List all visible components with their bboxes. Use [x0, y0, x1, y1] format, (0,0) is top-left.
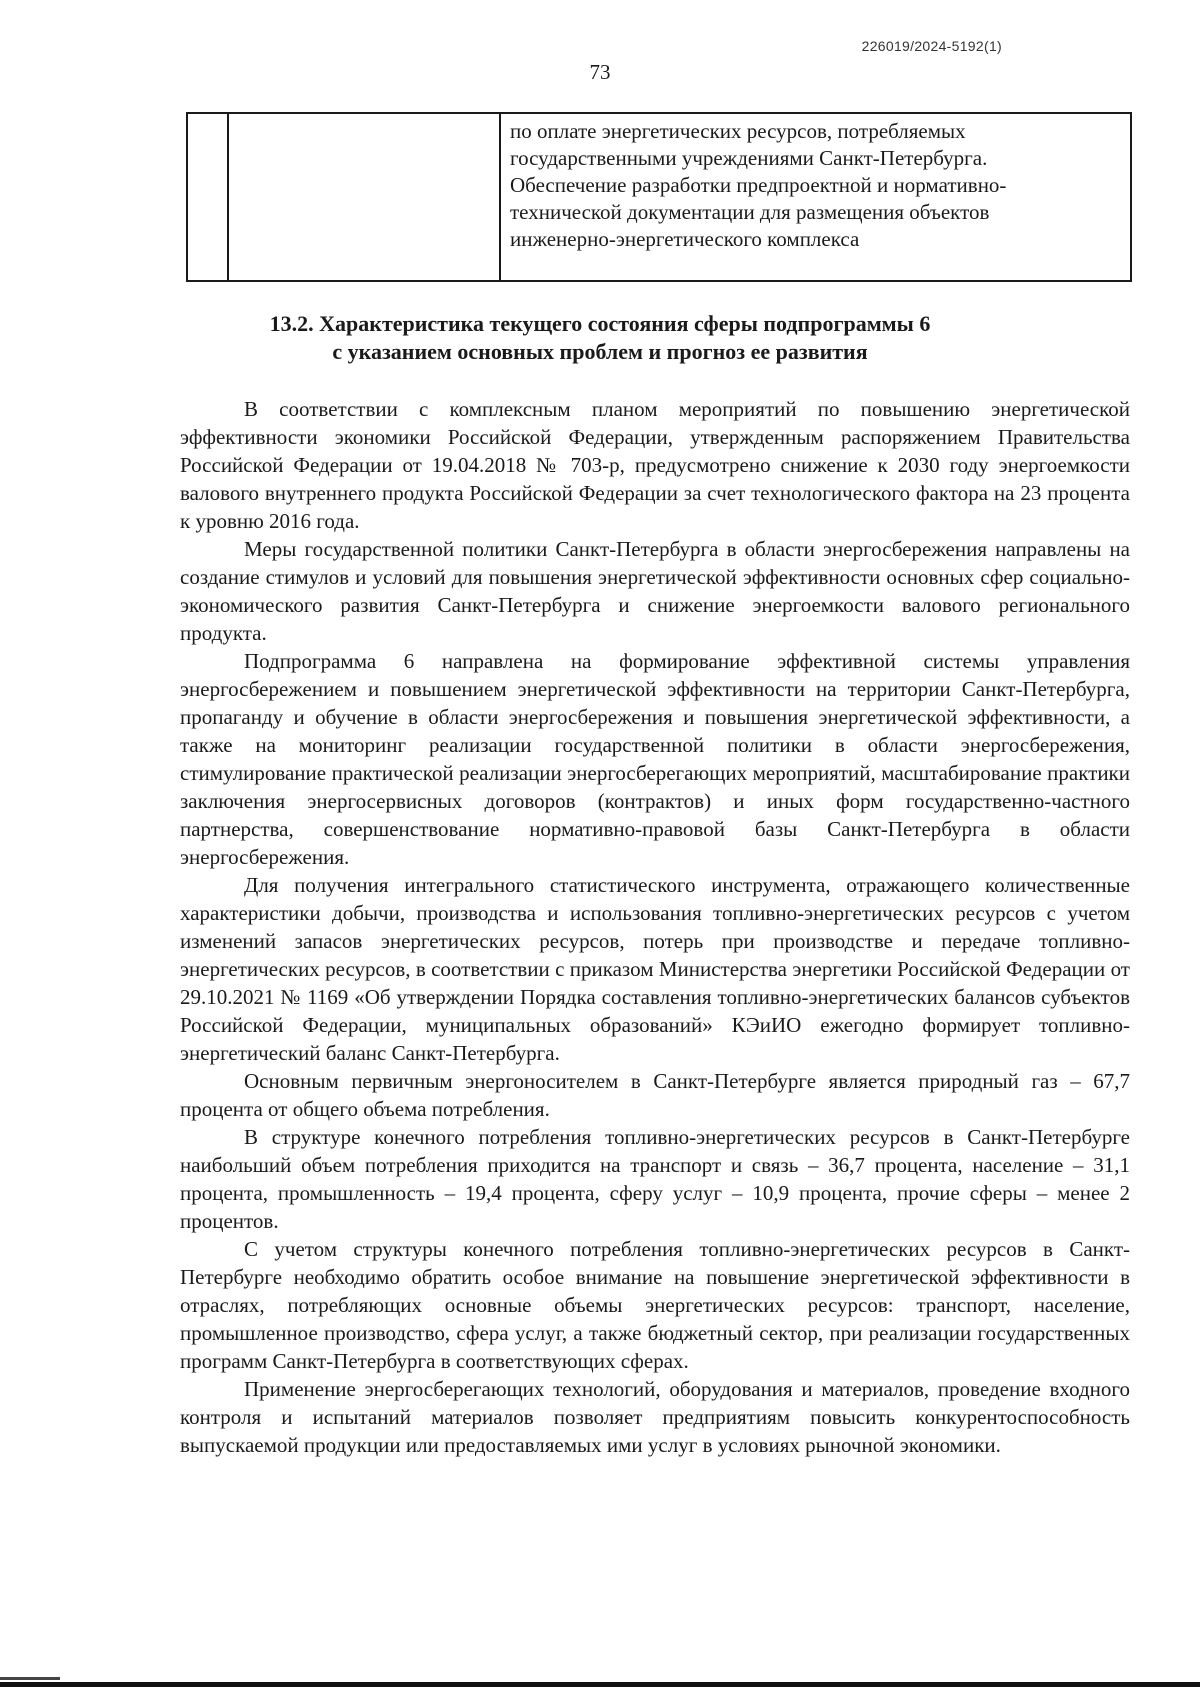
table-cell-line: по оплате энергетических ресурсов, потребляемых: [510, 119, 966, 143]
paragraph: В соответствии с комплексным планом мероприятий по повышению энергетической эффективности экономики Российской Федерации, утвержденным распоряжением Правительства Российской Федерации от 19.04.2018 № 703-р, предусмотрено снижение к 2030 году энергоемкости валового внутреннего продукта Российской Федерации за счет технологического фактора на 23 процента к уровню 2016 года.: [180, 397, 1130, 533]
section-heading: [0, 310, 1200, 366]
table-cell-text: [510, 118, 1120, 253]
scan-edge-mark: [0, 1677, 60, 1680]
section-title-line: 13.2. Характеристика текущего состояния сферы подпрограммы 6: [269, 311, 931, 336]
paragraph: Основным первичным энергоносителем в Санкт-Петербурге является природный газ – 67,7 процента от общего объема потребления.: [180, 1069, 1130, 1121]
table-cell-line: инженерно-энергетического комплекса: [510, 227, 860, 251]
section-body: [180, 395, 1130, 1459]
paragraph: Для получения интегрального статистического инструмента, отражающего количественные характеристики добычи, производства и использования топливно-энергетических ресурсов с учетом изменений запасов энергетических ресурсов, потерь при производстве и передаче топливно-энергетических ресурсов, в соответствии с приказом Министерства энергетики Российской Федерации от 29.10.2021 № 1169 «Об утверждении Порядка составления топливно-энергетических балансов субъектов Российской Федерации, муниципальных образований» КЭиИО ежегодно формирует топливно-энергетический баланс Санкт-Петербурга.: [180, 873, 1130, 1065]
table-cell-line: Обеспечение разработки предпроектной и нормативно-: [510, 173, 1007, 197]
paragraph: Меры государственной политики Санкт-Петербурга в области энергосбережения направлены на создание стимулов и условий для повышения энергетической эффективности основных сфер социально-экономического развития Санкт-Петербурга и снижение энергоемкости валового регионального продукта.: [180, 537, 1130, 645]
table-column-divider: [227, 114, 229, 280]
scan-bottom-edge: [0, 1682, 1200, 1687]
paragraph: С учетом структуры конечного потребления топливно-энергетических ресурсов в Санкт-Петербурге необходимо обратить особое внимание на повышение энергетической эффективности в отраслях, потребляющих основные объемы энергетических ресурсов: транспорт, население, промышленное производство, сфера услуг, а также бюджетный сектор, при реализации государственных программ Санкт-Петербурга в соответствующих сферах.: [180, 1237, 1130, 1373]
paragraph: В структуре конечного потребления топливно-энергетических ресурсов в Санкт-Петербурге наибольший объем потребления приходится на транспорт и связь – 36,7 процента, население – 31,1 процента, промышленность – 19,4 процента, сферу услуг – 10,9 процента, прочие сферы – менее 2 процентов.: [180, 1125, 1130, 1233]
paragraph: Подпрограмма 6 направлена на формирование эффективной системы управления энергосбережением и повышением энергетической эффективности на территории Санкт-Петербурга, пропаганду и обучение в области энергосбережения и повышения энергетической эффективности, а также на мониторинг реализации государственной политики в области энергосбережения, стимулирование практической реализации энергосберегающих мероприятий, масштабирование практики заключения энергосервисных договоров (контрактов) и иных форм государственно-частного партнерства, совершенствование нормативно-правовой базы Санкт-Петербурга в области энергосбережения.: [180, 649, 1130, 869]
continuation-table: [186, 112, 1132, 282]
table-column-divider: [499, 114, 501, 280]
page-number: 73: [589, 60, 611, 84]
paragraph: Применение энергосберегающих технологий, оборудования и материалов, проведение входного контроля и испытаний материалов позволяет предприятиям повысить конкурентоспособность выпускаемой продукции или предоставляемых ими услуг в условиях рыночной экономики.: [180, 1377, 1130, 1457]
document-registration-number: 226019/2024-5192(1): [861, 38, 1002, 54]
section-title-line: с указанием основных проблем и прогноз ее развития: [332, 339, 868, 364]
table-cell-line: государственными учреждениями Санкт-Петербурга.: [510, 146, 988, 170]
table-cell-line: технической документации для размещения объектов: [510, 200, 990, 224]
